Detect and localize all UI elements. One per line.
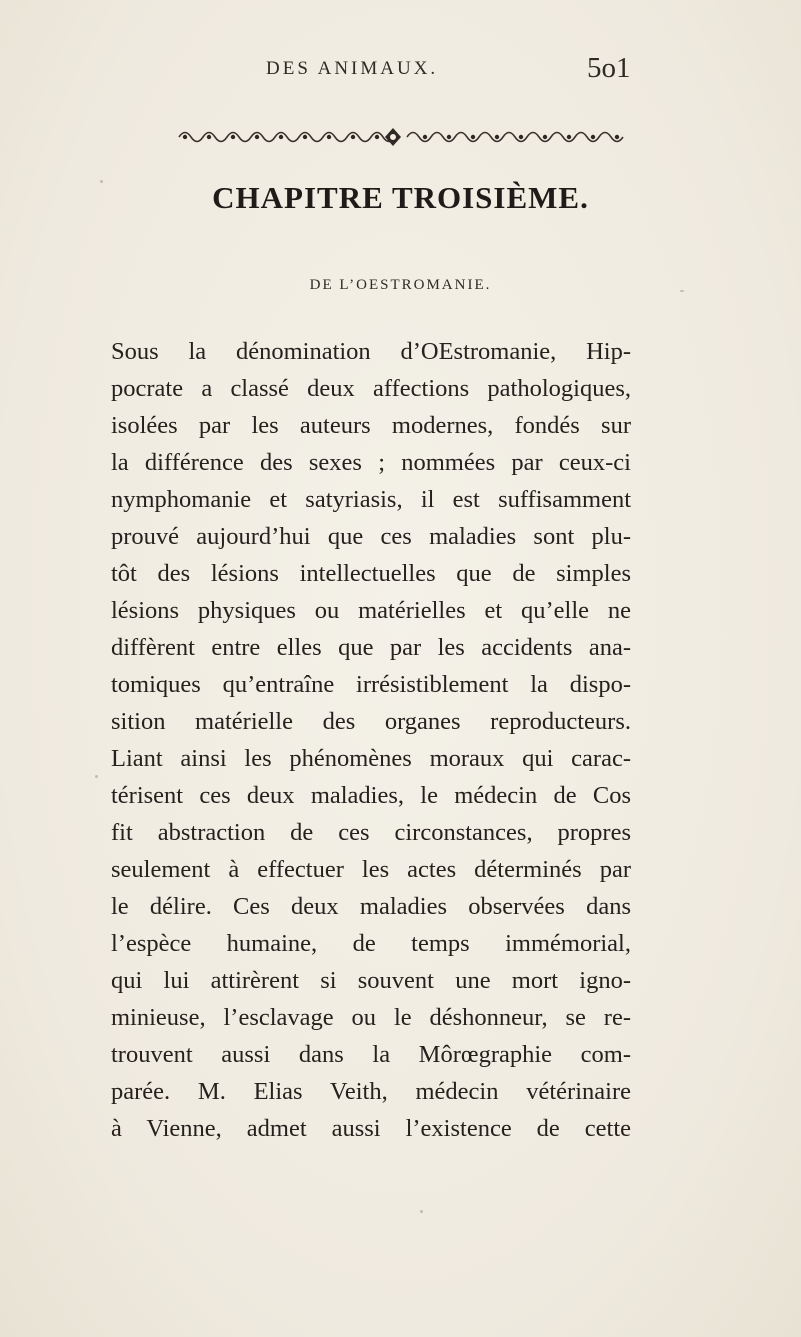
chapter-subtitle: DE L’OESTROMANIE. xyxy=(309,277,492,293)
running-title: DES ANIMAUX. xyxy=(266,58,439,79)
text-line: prouvé aujourd’hui que ces maladies sont plu- xyxy=(111,523,631,550)
text-line: seulement à effectuer les actes déterminés par xyxy=(111,856,631,883)
body-text xyxy=(111,333,631,1147)
text-line: térisent ces deux maladies, le médecin de Cos xyxy=(111,782,631,809)
paper-speck xyxy=(420,1210,423,1213)
paper-speck xyxy=(100,180,103,183)
text-line: l’espèce humaine, de temps immémorial, xyxy=(111,930,631,957)
text-line: minieuse, l’esclavage ou le déshonneur, se re- xyxy=(111,1004,631,1031)
text-line: sition matérielle des organes reproducteurs. xyxy=(111,708,631,735)
text-line: trouvent aussi dans la Môrœgraphie com- xyxy=(111,1041,631,1068)
paper-speck xyxy=(95,775,98,778)
decorative-fleuron-band-icon xyxy=(175,125,629,149)
text-line: Sous la dénomination d’OEstromanie, Hip- xyxy=(111,338,631,365)
text-line: qui lui attirèrent si souvent une mort igno- xyxy=(111,967,631,994)
chapter-title: CHAPITRE TROISIÈME. xyxy=(212,180,589,215)
paper-speck xyxy=(680,290,684,292)
text-line: fit abstraction de ces circonstances, propres xyxy=(111,819,631,846)
text-line: diffèrent entre elles que par les accidents ana- xyxy=(111,634,631,661)
text-line: la différence des sexes ; nommées par ceux-ci xyxy=(111,449,631,476)
text-line: nymphomanie et satyriasis, il est suffisamment xyxy=(111,486,631,513)
text-line: isolées par les auteurs modernes, fondés sur xyxy=(111,412,631,439)
text-line: parée. M. Elias Veith, médecin vétérinaire xyxy=(111,1078,631,1105)
text-line: lésions physiques ou matérielles et qu’elle ne xyxy=(111,597,631,624)
text-line: tôt des lésions intellectuelles que de simples xyxy=(111,560,631,587)
page-number: 5o1 xyxy=(587,52,631,84)
text-line: pocrate a classé deux affections pathologiques, xyxy=(111,375,631,402)
text-line: Liant ainsi les phénomènes moraux qui carac- xyxy=(111,745,631,772)
text-line: à Vienne, admet aussi l’existence de cette xyxy=(111,1115,631,1142)
text-line: tomiques qu’entraîne irrésistiblement la dispo- xyxy=(111,671,631,698)
text-line: le délire. Ces deux maladies observées dans xyxy=(111,893,631,920)
